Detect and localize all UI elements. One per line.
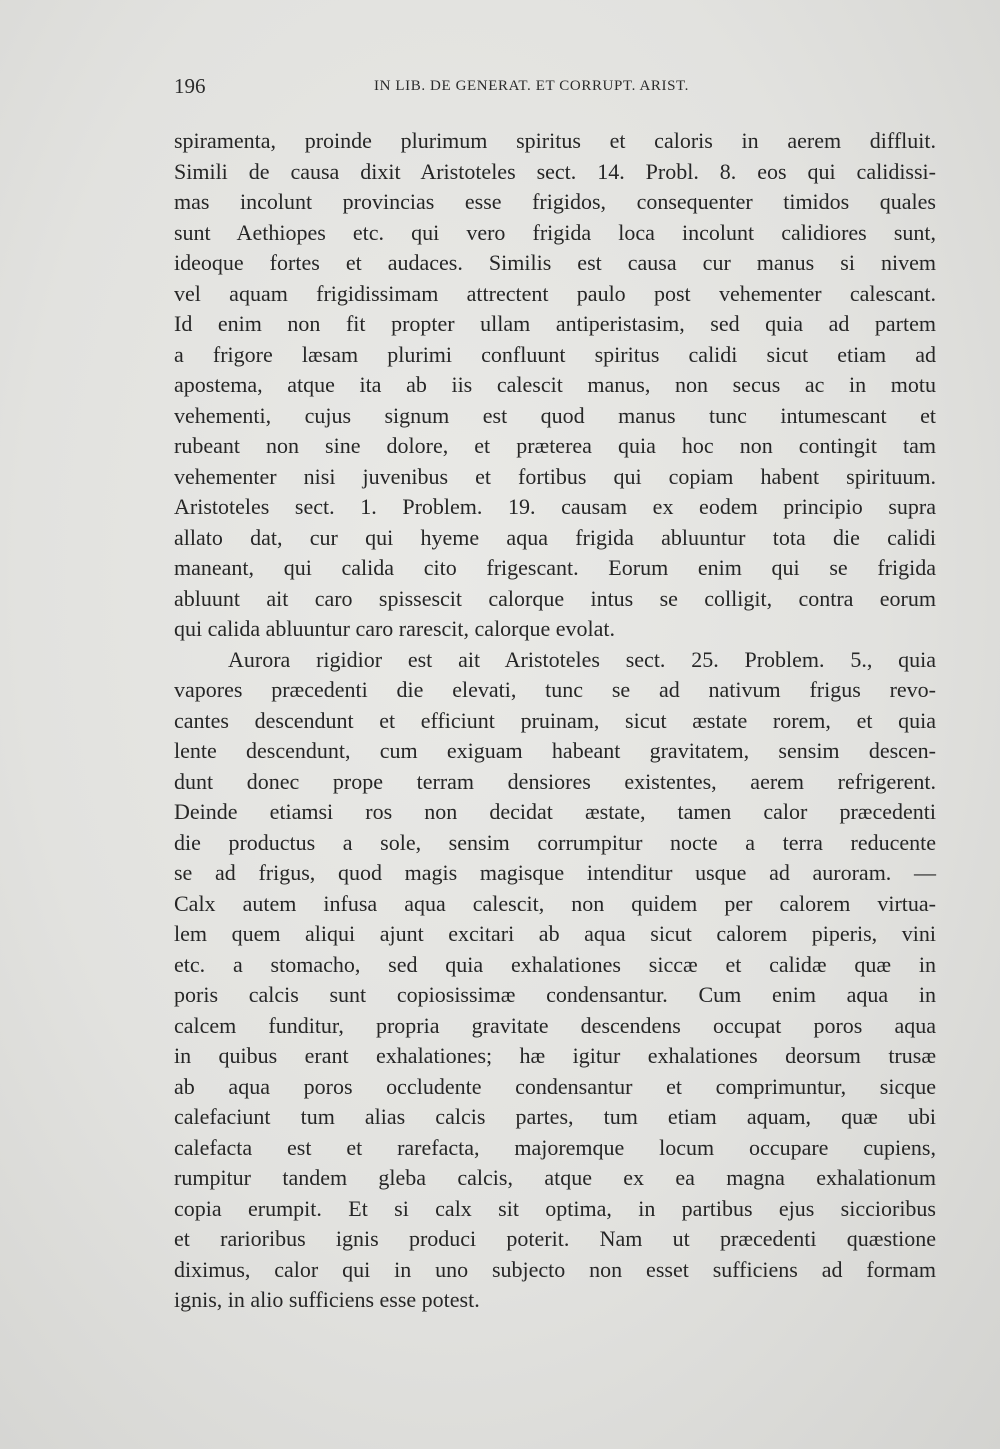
text-line: rubeant non sine dolore, et præterea quia hoc non contingit tam [174,433,936,458]
text-line: a frigore læsam plurimi confluunt spiritus calidi sicut etiam ad [174,341,936,367]
text-line: Calx autem infusa aqua calescit, non quidem per calorem virtua- [174,890,936,916]
text-line: vehementi, cujus signum est quod manus tunc intumescant et [174,402,936,428]
running-title: IN LIB. DE GENERAT. ET CORRUPT. ARIST. [374,78,690,94]
text-line: rumpitur tandem gleba calcis, atque ex ea magna exhalationum [174,1165,936,1190]
text-line: allato dat, cur qui hyeme aqua frigida abluuntur tota die calidi [174,524,936,550]
text-line: spiramenta, proinde plurimum spiritus et caloris in aerem diffluit. [174,128,936,153]
text-line: lente descendunt, cum exiguam habeant gravitatem, sensim descen- [174,738,936,763]
text-line: etc. a stomacho, sed quia exhalationes siccæ et calidæ quæ in [174,951,936,977]
text-line: mas incolunt provincias esse frigidos, consequenter timidos quales [174,189,936,214]
text-line: calefacta est et rarefacta, majoremque locum occupare cupiens, [174,1134,936,1160]
page-number: 196 [174,74,206,98]
text-line: Aristoteles sect. 1. Problem. 19. causam ex eodem principio supra [174,494,936,519]
text-line: calcem funditur, propria gravitate descendens occupat poros aqua [174,1012,936,1038]
text-line: Id enim non fit propter ullam antiperistasim, sed quia ad partem [174,311,936,336]
text-line: ideoque fortes et audaces. Similis est causa cur manus si nivem [174,250,936,275]
text-line: Aurora rigidior est ait Aristoteles sect. 25. Problem. 5., quia [228,646,936,672]
text-line: et rarioribus ignis produci poterit. Nam ut præcedenti quæstione [174,1226,936,1251]
text-line: poris calcis sunt copiosissimæ condensantur. Cum enim aqua in [174,982,936,1007]
text-line: qui calida abluuntur caro rarescit, calorque evolat. [174,616,616,641]
body-text [174,126,936,1316]
text-line: in quibus erant exhalationes; hæ igitur exhalationes deorsum trusæ [174,1043,936,1068]
text-line: maneant, qui calida cito frigescant. Eorum enim qui se frigida [174,555,936,580]
text-line: ignis, in alio sufficiens esse potest. [174,1287,480,1312]
text-line: lem quem aliqui ajunt excitari ab aqua sicut calorem piperis, vini [174,921,936,946]
text-line: diximus, calor qui in uno subjecto non esset sufficiens ad formam [174,1256,936,1282]
text-line: dunt donec prope terram densiores existentes, aerem refrigerent. [174,768,936,794]
paragraph [174,645,936,1316]
text-line: calefaciunt tum alias calcis partes, tum etiam aquam, quæ ubi [174,1104,936,1129]
text-line: die productus a sole, sensim corrumpitur nocte a terra reducente [174,829,936,855]
text-line: cantes descendunt et efficiunt pruinam, sicut æstate rorem, et quia [174,707,936,733]
text-line: vehementer nisi juvenibus et fortibus qui copiam habent spirituum. [174,463,936,489]
text-line: vel aquam frigidissimam attrectent paulo post vehementer calescant. [174,280,936,306]
paragraph [174,126,936,645]
text-line: ab aqua poros occludente condensantur et comprimuntur, sicque [174,1073,936,1099]
text-line: apostema, atque ita ab iis calescit manus, non secus ac in motu [174,372,936,397]
text-line: Simili de causa dixit Aristoteles sect. 14. Probl. 8. eos qui calidissi- [174,158,936,184]
text-line: sunt Aethiopes etc. qui vero frigida loca incolunt calidiores sunt, [174,219,936,245]
text-line: Deinde etiamsi ros non decidat æstate, tamen calor præcedenti [174,799,936,824]
text-line: vapores præcedenti die elevati, tunc se ad nativum frigus revo- [174,677,936,702]
text-line: se ad frigus, quod magis magisque intenditur usque ad auroram. — [174,860,936,885]
text-line: abluunt ait caro spissescit calorque intus se colligit, contra eorum [174,585,936,611]
text-line: copia erumpit. Et si calx sit optima, in partibus ejus siccioribus [174,1195,936,1221]
running-head [174,72,754,102]
